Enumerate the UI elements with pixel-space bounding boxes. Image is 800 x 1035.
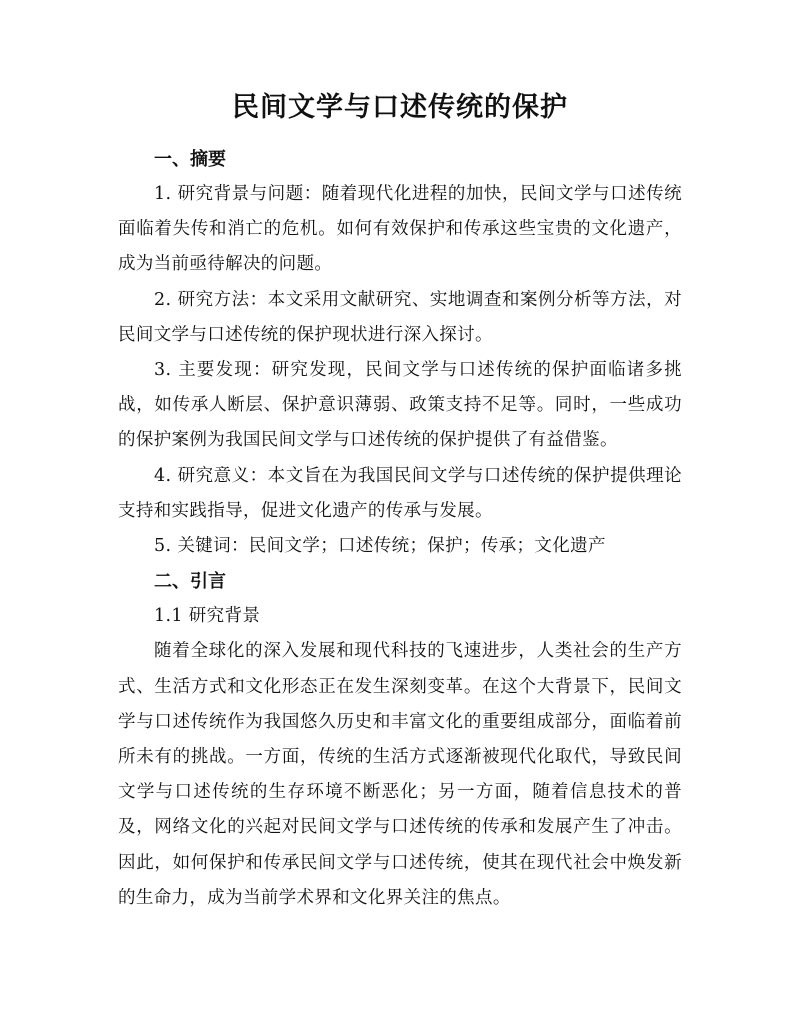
abstract-item-1 [118, 177, 682, 283]
section-heading-introduction: 二、引言 [154, 571, 226, 593]
abstract-item-number: 5. [154, 536, 172, 557]
abstract-item-4 [118, 459, 682, 529]
abstract-item-number: 4. [154, 465, 172, 486]
abstract-item-text: 研究意义：本文旨在为我国民间文学与口述传统的保护提供理论支持和实践指导，促进文化遗产的传承与发展。 [118, 465, 682, 521]
abstract-item-number: 2. [154, 289, 172, 310]
abstract-item-number: 3. [154, 360, 172, 381]
abstract-item-3 [118, 353, 682, 459]
abstract-item-text: 研究方法：本文采用文献研究、实地调查和案例分析等方法，对民间文学与口述传统的保护现状进行深入探讨。 [118, 289, 682, 345]
abstract-item-text: 主要发现：研究发现，民间文学与口述传统的保护面临诸多挑战，如传承人断层、保护意识薄弱、政策支持不足等。同时，一些成功的保护案例为我国民间文学与口述传统的保护提供了有益借鉴。 [118, 360, 682, 451]
document-title: 民间文学与口述传统的保护 [232, 92, 568, 123]
abstract-item-text: 关键词：民间文学；口述传统；保护；传承；文化遗产 [177, 536, 606, 557]
introduction-paragraph: 随着全球化的深入发展和现代科技的飞速进步，人类社会的生产方式、生活方式和文化形态正在发生深刻变革。在这个大背景下，民间文学与口述传统作为我国悠久历史和丰富文化的重要组成部分，面临着前所未有的挑战。一方面，传统的生活方式逐渐被现代化取代，导致民间文学与口述传统的生存环境不断恶化；另一方面，随着信息技术的普及，网络文化的兴起对民间文学与口述传统的传承和发展产生了冲击。因此，如何保护和传承民间文学与口述传统，使其在现代社会中焕发新的生命力，成为当前学术界和文化界关注的焦点。 [118, 641, 682, 908]
abstract-item-number: 1. [154, 184, 172, 204]
abstract-item-5 [118, 529, 682, 564]
section-heading-abstract: 一、摘要 [154, 149, 226, 170]
abstract-item-text: 研究背景与问题：随着现代化进程的加快，民间文学与口述传统面临着失传和消亡的危机。如何有效保护和传承这些宝贵的文化遗产，成为当前亟待解决的问题。 [118, 184, 682, 275]
abstract-item-2 [118, 283, 682, 353]
subsection-heading-research-background: 1.1 研究背景 [154, 606, 261, 627]
